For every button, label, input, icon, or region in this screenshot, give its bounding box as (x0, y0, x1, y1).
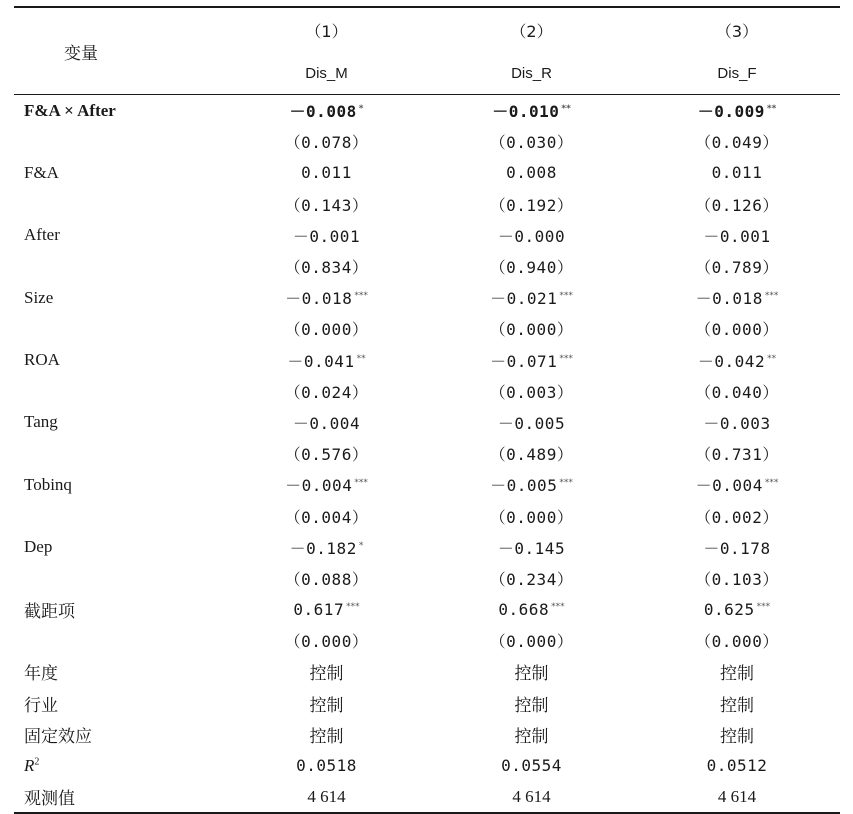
control-value: 控制 (514, 664, 549, 685)
coefficient-value: －0.042 (697, 351, 766, 371)
p-value-cell: （0.940） (489, 258, 574, 278)
significance-stars: ** (766, 104, 777, 115)
coefficient-value: －0.178 (703, 538, 771, 558)
control-value: 控制 (309, 664, 344, 685)
coef-row (14, 345, 840, 376)
coefficient-value: －0.041 (287, 351, 355, 371)
coefficient-value: －0.018 (695, 289, 763, 309)
p-value-cell: （0.000） (695, 632, 779, 652)
dependent-var-3: Dis_F (717, 64, 757, 82)
significance-stars: *** (764, 478, 779, 489)
pvalue-row (14, 438, 840, 469)
coefficient-cell (224, 220, 429, 251)
control-label: 固定效应 (24, 726, 92, 747)
p-value-cell: （0.078） (284, 133, 369, 153)
coefficient-cell (224, 407, 429, 438)
coef-row (14, 469, 840, 500)
coefficient-cell (634, 282, 840, 313)
p-value-cell: （0.143） (284, 195, 369, 215)
control-value: 控制 (309, 726, 344, 747)
coef-row (14, 282, 840, 313)
coefficient-value: －0.010 (492, 102, 560, 122)
body-table (14, 95, 840, 812)
coefficient-cell (634, 407, 840, 438)
coefficient-cell (634, 594, 840, 625)
coefficient-value: －0.008 (289, 102, 357, 122)
observations-label: 观测值 (24, 789, 75, 810)
coefficient-cell (429, 594, 634, 625)
control-row (14, 656, 840, 687)
coefficient-value: 0.011 (711, 163, 763, 183)
p-value-cell: （0.088） (284, 569, 369, 589)
variable-name: ROA (24, 350, 60, 370)
observations-row (14, 781, 840, 812)
r-squared-letter: R (24, 755, 35, 775)
control-value: 控制 (514, 726, 549, 747)
coefficient-value: －0.001 (703, 226, 771, 246)
p-value-cell: （0.789） (695, 258, 779, 278)
p-value-cell: （0.002） (695, 507, 779, 527)
p-value-cell: （0.000） (489, 320, 574, 340)
observations-value: 4 614 (307, 786, 346, 806)
p-value-cell: （0.000） (489, 507, 574, 527)
coefficient-value: －0.182 (289, 538, 357, 558)
coefficient-value: －0.018 (285, 289, 353, 309)
control-label: 行业 (24, 695, 58, 716)
r-squared-row (14, 750, 840, 781)
pvalue-row (14, 500, 840, 531)
pvalue-row (14, 251, 840, 282)
p-value-cell: （0.576） (284, 445, 369, 465)
coefficient-cell (634, 469, 840, 500)
pvalue-row (14, 376, 840, 407)
coefficient-value: －0.004 (285, 476, 353, 496)
p-value-cell: （0.003） (489, 382, 574, 402)
empty-cell (14, 251, 224, 282)
p-value-cell: （0.000） (284, 320, 369, 340)
p-value-cell: （0.024） (284, 382, 369, 402)
coefficient-cell (429, 282, 634, 313)
variable-name: Tang (24, 412, 58, 432)
control-value: 控制 (720, 695, 754, 716)
p-value-cell: （0.192） (489, 195, 574, 215)
results-table (14, 8, 840, 94)
pvalue-row (14, 563, 840, 594)
column-number-1: （1） (305, 21, 348, 41)
coefficient-cell (634, 157, 840, 188)
pvalue-row (14, 126, 840, 157)
significance-stars: *** (354, 478, 368, 489)
observations-value: 4 614 (512, 786, 551, 806)
variable-header: 变量 (64, 43, 98, 64)
significance-stars: *** (559, 291, 573, 302)
p-value-cell: （0.103） (695, 569, 779, 589)
significance-stars: *** (756, 602, 771, 613)
p-value-cell: （0.049） (695, 133, 779, 153)
coefficient-cell (429, 532, 634, 563)
coefficient-value: －0.005 (497, 413, 566, 433)
coefficient-value: －0.005 (490, 476, 558, 496)
variable-name: Tobinq (24, 474, 72, 494)
empty-cell (14, 563, 224, 594)
p-value-cell: （0.040） (695, 382, 779, 402)
p-value-cell: （0.000） (489, 632, 574, 652)
p-value-cell: （0.731） (695, 445, 779, 465)
dependent-var-1: Dis_M (305, 64, 348, 82)
coefficient-value: －0.004 (292, 413, 361, 433)
significance-stars: * (358, 104, 364, 115)
coefficient-cell (224, 469, 429, 500)
p-value-cell: （0.000） (284, 632, 369, 652)
r-squared-value: 0.0518 (296, 756, 357, 776)
significance-stars: ** (767, 353, 777, 364)
coef-row (14, 407, 840, 438)
p-value-cell: （0.030） (489, 133, 574, 153)
coefficient-cell (224, 157, 429, 188)
pvalue-row (14, 313, 840, 344)
coefficient-cell (224, 532, 429, 563)
p-value-cell: （0.489） (489, 445, 574, 465)
control-row (14, 688, 840, 719)
significance-stars: * (358, 540, 364, 551)
pvalue-row (14, 189, 840, 220)
coefficient-value: －0.003 (703, 413, 771, 433)
coefficient-cell (429, 220, 634, 251)
variable-name: Dep (24, 537, 53, 557)
significance-stars: *** (354, 291, 368, 302)
coefficient-cell (429, 345, 634, 376)
column-number-2: （2） (510, 21, 553, 41)
empty-cell (14, 376, 224, 407)
p-value-cell: （0.004） (284, 507, 369, 527)
variable-name: 截距项 (24, 602, 75, 623)
coefficient-cell (224, 594, 429, 625)
r-squared-value: 0.0512 (706, 756, 768, 776)
coef-row (14, 95, 840, 126)
significance-stars: ** (356, 353, 366, 364)
p-value-cell: （0.126） (695, 195, 779, 215)
coefficient-cell (634, 220, 840, 251)
coefficient-value: －0.000 (497, 226, 566, 246)
coefficient-value: －0.009 (697, 102, 765, 122)
control-value: 控制 (720, 726, 754, 747)
coefficient-value: －0.004 (695, 476, 763, 496)
coefficient-cell (429, 95, 634, 126)
empty-cell (14, 126, 224, 157)
coef-row (14, 220, 840, 251)
header-row-numbers (14, 8, 840, 52)
coefficient-cell (429, 407, 634, 438)
variable-name: F&A (24, 162, 59, 182)
r-squared-label (14, 750, 224, 781)
coefficient-cell (634, 95, 840, 126)
coefficient-value: 0.668 (498, 600, 550, 620)
empty-cell (14, 625, 224, 656)
significance-stars: *** (346, 602, 360, 613)
coefficient-value: 0.008 (506, 163, 557, 183)
significance-stars: *** (764, 291, 779, 302)
coefficient-value: －0.071 (490, 351, 558, 371)
empty-cell (14, 438, 224, 469)
observations-value: 4 614 (717, 786, 757, 806)
coefficient-cell (429, 157, 634, 188)
p-value-cell: （0.234） (489, 569, 574, 589)
empty-cell (14, 500, 224, 531)
regression-table (14, 6, 840, 814)
coefficient-cell (634, 345, 840, 376)
coefficient-value: 0.011 (301, 163, 352, 183)
coefficient-cell (224, 282, 429, 313)
empty-cell (14, 313, 224, 344)
p-value-cell: （0.834） (284, 258, 369, 278)
pvalue-row (14, 625, 840, 656)
control-value: 控制 (720, 664, 754, 685)
coef-row (14, 594, 840, 625)
coefficient-cell (429, 469, 634, 500)
coefficient-value: 0.625 (703, 600, 755, 620)
control-row (14, 719, 840, 750)
coefficient-value: －0.001 (292, 226, 361, 246)
coef-row (14, 157, 840, 188)
coefficient-value: 0.617 (293, 600, 345, 620)
variable-name: After (24, 225, 60, 245)
control-value: 控制 (309, 695, 344, 716)
r-squared-superscript: 2 (34, 755, 40, 767)
coefficient-cell (224, 95, 429, 126)
significance-stars: *** (559, 478, 573, 489)
r-squared-value: 0.0554 (501, 756, 562, 776)
coefficient-value: －0.145 (497, 538, 566, 558)
p-value-cell: （0.000） (695, 320, 779, 340)
significance-stars: *** (559, 353, 573, 364)
coefficient-cell (634, 532, 840, 563)
coefficient-cell (224, 345, 429, 376)
column-number-3: （3） (715, 21, 759, 41)
empty-cell (14, 189, 224, 220)
variable-name: Size (24, 287, 54, 307)
control-label: 年度 (24, 664, 58, 685)
control-value: 控制 (514, 695, 549, 716)
coef-row (14, 532, 840, 563)
coefficient-value: －0.021 (490, 289, 558, 309)
dependent-var-2: Dis_R (511, 64, 552, 82)
significance-stars: ** (561, 104, 571, 115)
variable-name: F&A × After (24, 100, 116, 120)
significance-stars: *** (551, 602, 565, 613)
